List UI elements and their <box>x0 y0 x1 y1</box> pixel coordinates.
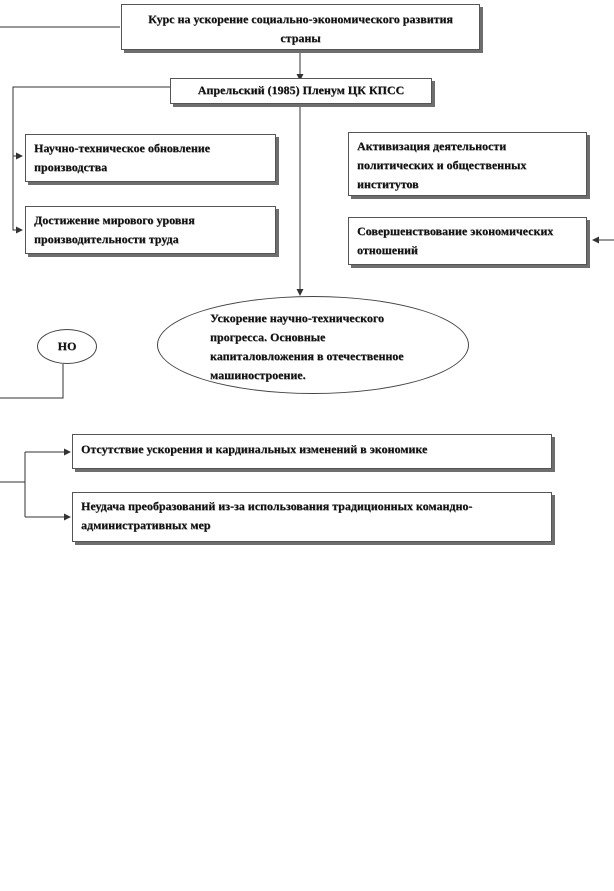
result-box-1-text: Отсутствие ускорения и кардинальных изменений в экономике <box>81 442 428 456</box>
connector-no-circle <box>0 364 63 398</box>
right-box-institutions <box>348 132 587 196</box>
no-circle-text: НО <box>57 339 77 353</box>
top-box-text: Курс на ускорение социально-экономического развития страны <box>148 12 453 45</box>
plenum-box <box>170 78 432 104</box>
left-box-production-renewal <box>25 134 276 182</box>
result-box-no-acceleration <box>72 434 552 469</box>
right-box-economic-relations <box>348 217 587 265</box>
right-box-2-text: Совершенствование экономических отношений <box>357 224 554 257</box>
ellipse-tech-progress <box>157 296 469 394</box>
right-box-1-text: Активизация деятельности политических и общественных институтов <box>357 139 527 191</box>
top-box <box>121 4 480 50</box>
no-circle <box>37 329 97 364</box>
left-box-1-text: Научно-техническое обновление производства <box>34 141 211 174</box>
connector-results <box>0 452 25 517</box>
left-box-labor-productivity <box>25 206 276 254</box>
left-box-2-text: Достижение мирового уровня производительности труда <box>34 213 195 246</box>
result-box-2-text: Неудача преобразований из-за использования традиционных командно-административных мер <box>81 499 473 532</box>
plenum-box-text: Апрельский (1985) Пленум ЦК КПСС <box>197 83 405 97</box>
ellipse-text: Ускорение научно-технического прогресса. Основные капиталовложения в отечественное машиностроение. <box>210 311 404 382</box>
result-box-failure <box>72 492 552 542</box>
